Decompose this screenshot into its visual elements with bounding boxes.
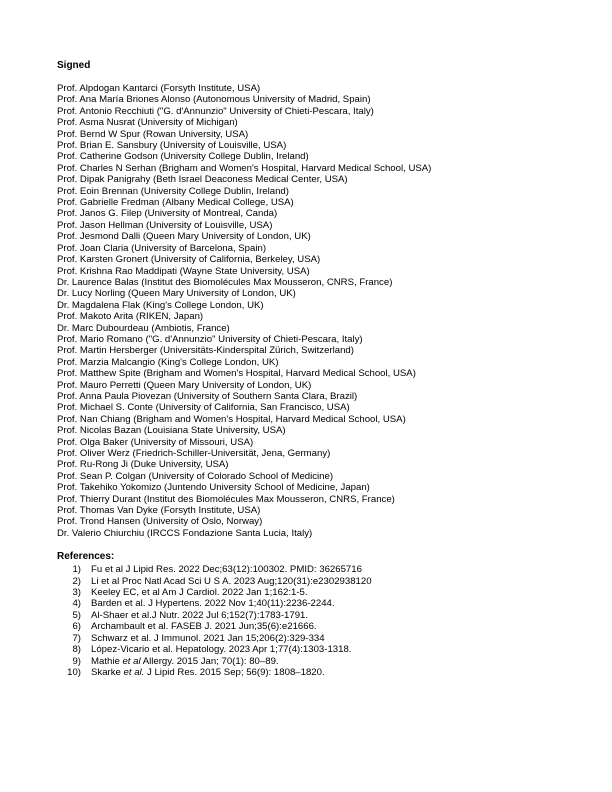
- reference-item: [57, 644, 597, 655]
- signatory-item: Prof. Marzia Malcangio (King's College London, UK): [57, 356, 279, 368]
- signatory-item: Prof. Krishna Rao Maddipati (Wayne State University, USA): [57, 265, 310, 277]
- signatory-item: Prof. Nicolas Bazan (Louisiana State University, USA): [57, 425, 286, 437]
- signatory-item: Prof. Ru-Rong Ji (Duke University, USA): [57, 459, 229, 471]
- signatory-item: Prof. Nan Chiang (Brigham and Women's Hospital, Harvard Medical School, USA): [57, 413, 406, 425]
- signatory-list: [57, 83, 597, 539]
- reference-item: [57, 633, 597, 644]
- reference-text: López-Vicario et al. Hepatology. 2023 Apr 1;77(4):1303-1318.: [91, 644, 352, 656]
- signatory-item: Prof. Mario Romano ("G. d'Annunzio" University of Chieti-Pescara, Italy): [57, 333, 363, 345]
- reference-text: Skarke: [91, 666, 124, 678]
- reference-number: 4): [72, 598, 81, 610]
- signatory-item: Prof. Olga Baker (University of Missouri, USA): [57, 436, 254, 448]
- reference-number: 5): [72, 609, 81, 621]
- reference-text: Li et al Proc Natl Acad Sci U S A. 2023 Aug;120(31):e2302938120: [91, 575, 372, 587]
- signatory-item: Prof. Catherine Godson (University College Dublin, Ireland): [57, 151, 309, 163]
- signatory-item: Prof. Alpdogan Kantarci (Forsyth Institute, USA): [57, 83, 261, 94]
- signatory-item: Dr. Valerio Chiurchiu (IRCCS Fondazione Santa Lucia, Italy): [57, 527, 313, 539]
- signatory-item: Prof. Antonio Recchiuti ("G. d'Annunzio" University of Chieti-Pescara, Italy): [57, 105, 374, 117]
- reference-number: 1): [72, 564, 81, 576]
- reference-item: [57, 667, 597, 678]
- reference-number: 7): [72, 632, 81, 644]
- reference-item: [57, 610, 597, 621]
- signatory-item: Prof. Janos G. Filep (University of Montreal, Canda): [57, 208, 278, 220]
- reference-text: Keeley EC, et al Am J Cardiol. 2022 Jan 1;162:1-5.: [91, 587, 308, 599]
- reference-text-cont: Allergy. 2015 Jan; 70(1): 80–89.: [140, 655, 279, 667]
- reference-number: 10): [67, 666, 81, 678]
- reference-text: Schwarz et al. J Immunol. 2021 Jan 15;206(2):329-334: [91, 632, 325, 644]
- reference-item: [57, 598, 597, 609]
- reference-text: Barden et al. J Hypertens. 2022 Nov 1;40(11):2236-2244.: [91, 598, 335, 610]
- signatory-item: Prof. Joan Claria (University of Barcelona, Spain): [57, 242, 267, 254]
- signatory-item: Prof. Oliver Werz (Friedrich-Schiller-Universität, Jena, Germany): [57, 448, 331, 459]
- signatory-item: Prof. Gabrielle Fredman (Albany Medical College, USA): [57, 197, 294, 209]
- signatory-item: Prof. Thierry Durant (Institut des Biomolécules Max Mousseron, CNRS, France): [57, 493, 395, 505]
- signatory-item: Dr. Lucy Norling (Queen Mary University of London, UK): [57, 288, 296, 300]
- reference-item: [57, 587, 597, 598]
- reference-number: 8): [72, 644, 81, 656]
- signatory-item: Prof. Takehiko Yokomizo (Juntendo University School of Medicine, Japan): [57, 482, 370, 494]
- reference-item: [57, 621, 597, 632]
- signatory-item: Prof. Anna Paula Piovezan (University of Southern Santa Clara, Brazil): [57, 390, 358, 402]
- signatory-item: Prof. Jason Hellman (University of Louisville, USA): [57, 219, 273, 231]
- reference-list: [57, 564, 597, 678]
- signatory-item: Prof. Bernd W Spur (Rowan University, USA): [57, 128, 249, 140]
- reference-item: [57, 576, 597, 587]
- reference-item: [57, 656, 597, 667]
- reference-text: Mathie: [91, 655, 123, 667]
- signatory-item: Prof. Dipak Panigrahy (Beth Israel Deaconess Medical Center, USA): [57, 174, 348, 186]
- document-page: [57, 60, 597, 678]
- references-heading: References:: [57, 551, 115, 563]
- signatory-item: Prof. Martin Hersberger (Universitäts-Kinderspital Zürich, Switzerland): [57, 345, 354, 357]
- reference-text: Archambault et al. FASEB J. 2021 Jun;35(6):e21666.: [91, 621, 317, 633]
- reference-text: Al-Shaer et al.J Nutr. 2022 Jul 6;152(7):1783-1791.: [91, 609, 309, 621]
- reference-text: Fu et al J Lipid Res. 2022 Dec;63(12):100302. PMID: 36265716: [91, 564, 362, 576]
- reference-number: 9): [72, 655, 81, 667]
- reference-number: 3): [72, 587, 81, 599]
- reference-text-cont: J Lipid Res. 2015 Sep; 56(9): 1808–1820.: [144, 666, 325, 678]
- signatory-item: Prof. Sean P. Colgan (University of Colorado School of Medicine): [57, 470, 334, 482]
- signatory-item: Prof. Mauro Perretti (Queen Mary University of London, UK): [57, 379, 312, 391]
- signatory-item: Dr. Magdalena Flak (King's College London, UK): [57, 299, 264, 311]
- signatory-item: Prof. Brian E. Sansbury (University of Louisville, USA): [57, 140, 287, 152]
- reference-et-al: et al: [122, 655, 141, 667]
- signatory-item: Prof. Charles N Serhan (Brigham and Women's Hospital, Harvard Medical School, USA): [57, 162, 432, 174]
- reference-number: 2): [72, 575, 81, 587]
- reference-item: [57, 564, 597, 575]
- reference-et-al: et al.: [123, 666, 145, 678]
- signatory-item: Prof. Jesmond Dalli (Queen Mary University of London, UK): [57, 231, 311, 243]
- signatory-item: Dr. Laurence Balas (Institut des Biomolécules Max Mousseron, CNRS, France): [57, 276, 393, 288]
- reference-number: 6): [72, 621, 81, 633]
- signatory-item: Prof. Karsten Gronert (University of California, Berkeley, USA): [57, 254, 321, 266]
- signatory-item: Prof. Thomas Van Dyke (Forsyth Institute, USA): [57, 505, 261, 517]
- signatory-item: Prof. Michael S. Conte (University of California, San Francisco, USA): [57, 402, 350, 414]
- signatory-item: Prof. Matthew Spite (Brigham and Women's Hospital, Harvard Medical School, USA): [57, 368, 416, 380]
- signatory-item: Prof. Eoin Brennan (University College Dublin, Ireland): [57, 185, 289, 197]
- signatory-item: Prof. Makoto Arita (RIKEN, Japan): [57, 311, 204, 323]
- signatory-item: Prof. Ana María Briones Alonso (Autonomous University of Madrid, Spain): [57, 94, 371, 106]
- signatory-item: Prof. Asma Nusrat (University of Michigan): [57, 117, 238, 129]
- signatory-item: Prof. Trond Hansen (University of Oslo, Norway): [57, 516, 263, 528]
- signed-heading: Signed: [57, 60, 91, 71]
- signatory-item: Dr. Marc Dubourdeau (Ambiotis, France): [57, 322, 230, 334]
